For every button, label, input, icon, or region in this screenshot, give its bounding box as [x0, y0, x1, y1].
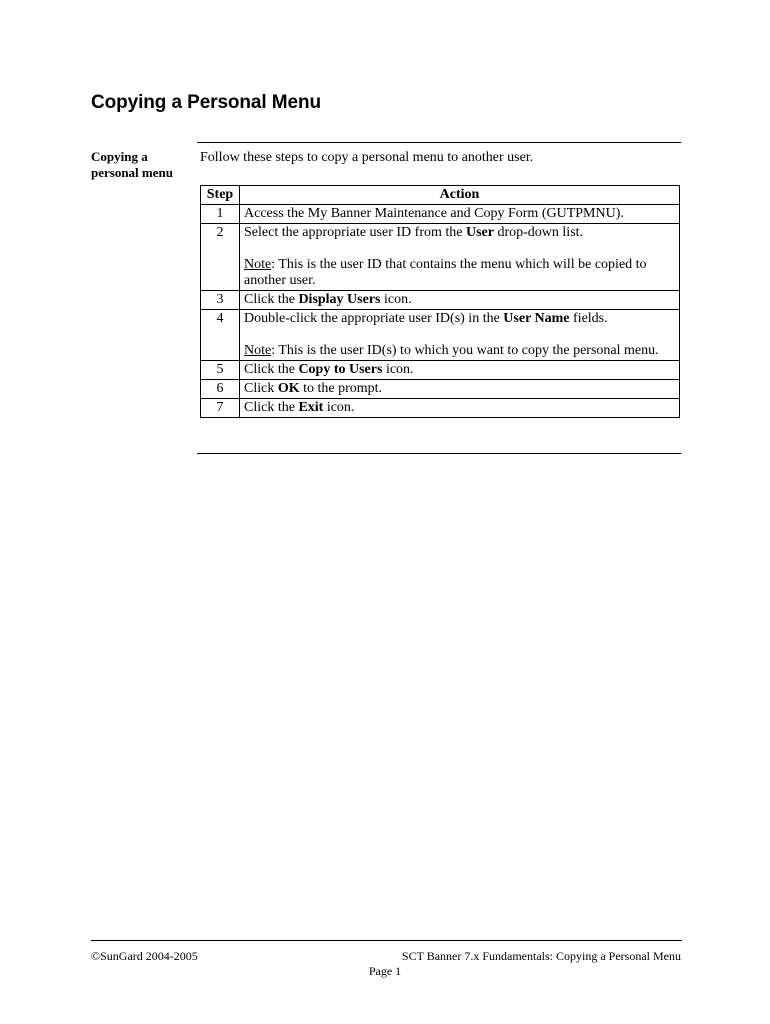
action-text-segment: Click the	[244, 400, 299, 415]
step-action-text	[244, 311, 675, 327]
step-action	[240, 224, 680, 291]
step-action	[240, 399, 680, 418]
intro-text: Follow these steps to copy a personal menu to another user.	[200, 150, 534, 165]
steps-table	[200, 185, 680, 418]
action-text-segment: drop-down list.	[493, 225, 584, 240]
ui-element-name: Display Users	[298, 292, 381, 307]
action-text-segment: icon.	[382, 362, 414, 377]
table-row	[201, 291, 680, 310]
step-number: 1	[201, 205, 240, 224]
step-note	[244, 343, 675, 359]
ui-element-name: User	[465, 225, 494, 240]
step-number: 7	[201, 399, 240, 418]
action-text-segment: Access the My Banner Maintenance and Copy Form (GUTPMNU).	[244, 206, 624, 221]
table-row	[201, 361, 680, 380]
step-number: 3	[201, 291, 240, 310]
action-text-segment: Click the	[244, 292, 299, 307]
ui-element-name: User Name	[503, 311, 570, 326]
step-number: 4	[201, 310, 240, 361]
note-text: : This is the user ID(s) to which you want to copy the personal menu.	[271, 343, 659, 358]
note-label: Note	[244, 257, 272, 272]
page-title: Copying a Personal Menu	[91, 92, 321, 113]
note-text: : This is the user ID that contains the menu which will be copied to another user.	[244, 257, 647, 288]
table-row	[201, 310, 680, 361]
step-action-text	[244, 362, 675, 378]
footer-rule	[91, 940, 682, 941]
note-label: Note	[244, 343, 272, 358]
step-action-text	[244, 400, 675, 416]
table-row	[201, 399, 680, 418]
action-text-segment: icon.	[323, 400, 355, 415]
footer-copyright: ©SunGard 2004-2005	[91, 949, 198, 963]
table-row	[201, 224, 680, 291]
steps-table-body	[201, 205, 680, 418]
step-action	[240, 380, 680, 399]
step-action	[240, 361, 680, 380]
step-number: 5	[201, 361, 240, 380]
action-column-header: Action	[240, 186, 680, 205]
step-note	[244, 257, 675, 289]
ui-element-name: OK	[277, 381, 300, 396]
step-action	[240, 310, 680, 361]
steps-table-header-row	[201, 186, 680, 205]
action-text-segment: Double-click the appropriate user ID(s) in the	[244, 311, 504, 326]
table-row	[201, 380, 680, 399]
ui-element-name: Exit	[298, 400, 324, 415]
table-row	[201, 205, 680, 224]
step-column-header: Step	[201, 186, 240, 205]
step-action-text	[244, 292, 675, 308]
step-number: 6	[201, 380, 240, 399]
step-action	[240, 205, 680, 224]
section-top-rule	[197, 142, 681, 143]
step-number: 2	[201, 224, 240, 291]
action-text-segment: Click the	[244, 362, 299, 377]
step-action-text	[244, 206, 675, 222]
step-action	[240, 291, 680, 310]
section-bottom-rule	[197, 453, 681, 454]
action-text-segment: fields.	[569, 311, 608, 326]
action-text-segment: icon.	[380, 292, 412, 307]
action-text-segment: Select the appropriate user ID from the	[244, 225, 466, 240]
step-action-text	[244, 225, 675, 241]
footer-course-title: SCT Banner 7.x Fundamentals: Copying a Personal Menu	[401, 949, 681, 963]
action-text-segment: to the prompt.	[299, 381, 383, 396]
action-text-segment: Click	[244, 381, 278, 396]
step-action-text	[244, 381, 675, 397]
ui-element-name: Copy to Users	[298, 362, 383, 377]
section-side-label: Copying a personal menu	[91, 149, 173, 180]
footer-page-number: Page 1	[368, 964, 402, 978]
